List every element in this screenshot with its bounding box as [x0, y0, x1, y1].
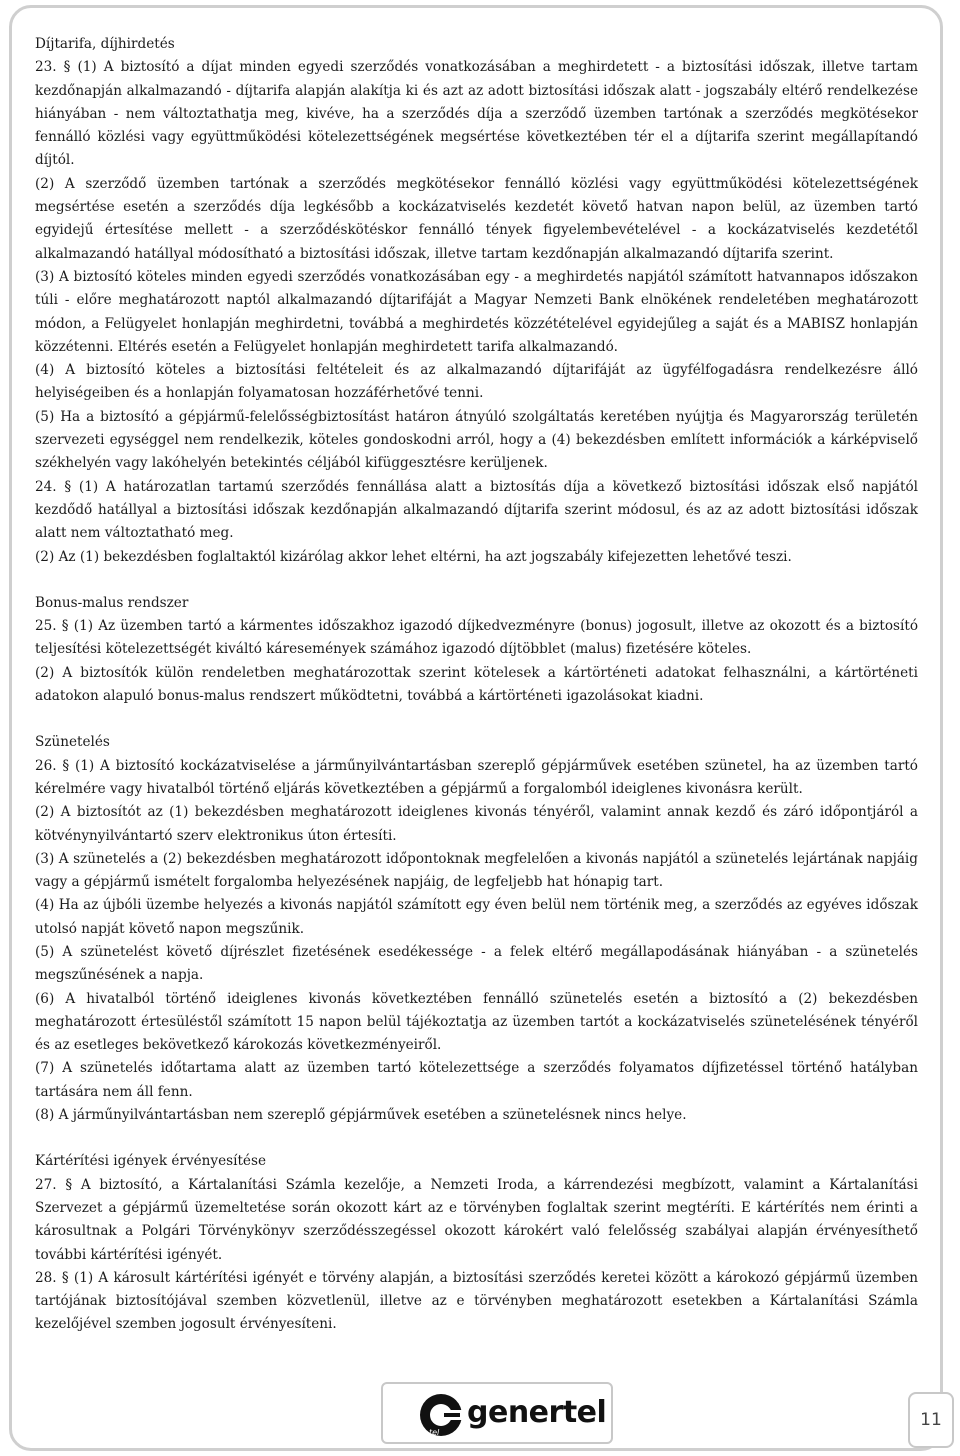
paragraph: 24. § (1) A határozatlan tartamú szerződés fennállása alatt a biztosítás díja a következő biztosítási időszak első napjától kezdődő hatállyal a biztosítási időszak kezdőnapján alkalmazandó díjtarifa szerint módosul, és az az adott biztosítási időszak alatt nem változtatható meg. — [35, 478, 918, 542]
document-body — [35, 33, 918, 1337]
paragraph: (3) A biztosító köteles minden egyedi szerződés vonatkozásában egy - a meghirdetés napjától számított hatvannapos időszakon túli - előre meghatározott naptól alkalmazandó díjtarifáját a Magyar Nemzeti Bank elnökének rendeletében meghatározott módon, a Felügyelet honlapján meghirdetni, továbbá a meghirdetés közzétételével egyidejűleg a saját és a MABISZ honlapján közzétenni. Eltérés esetén a Felügyelet honlapján meghirdetett tarifa alkalmazandó. — [35, 268, 918, 355]
paragraph: (2) Az (1) bekezdésben foglaltaktól kizárólag akkor lehet eltérni, ha azt jogszabály kifejezetten lehetővé teszi. — [35, 548, 792, 565]
paragraph: 27. § A biztosító, a Kártalanítási Számla kezelője, a Nemzeti Iroda, a kárrendezési megbízott, valamint a Kártalanítási Szervezet a gépjármű üzemeltetése során okozott kárt az e törvényben foglaltak szerint megtéríti. E kártérítés nem érinti a károsultnak a Polgári Törvénykönyv szerződésszegéssel okozott károkért való felelősség szabályai alapján érvényesíthető további kártérítési igényét. — [35, 1176, 918, 1263]
paragraph: 25. § (1) Az üzemben tartó a kármentes időszakhoz igazodó díjkedvezményre (bonus) jogosult, illetve az okozott és a biztosító teljesítési kötelezettségét kiváltó káresemények számához igazodó díjtöbblet (malus) fizetésére köteles. — [35, 618, 918, 658]
paragraph: (7) A szünetelés időtartama alatt az üzemben tartó kötelezettsége a szerződés folyamatos díjfizetéssel történő hatályban tartására nem áll fenn. — [35, 1060, 918, 1100]
page-number: 11 — [908, 1392, 954, 1448]
section-spacer — [35, 1127, 918, 1150]
logo-mark-text: tel — [429, 1428, 440, 1437]
page-footer — [0, 1380, 960, 1450]
section-heading-claims: Kártérítési igények érvényesítése — [35, 1153, 266, 1170]
section-heading-tariff: Díjtarifa, díjhirdetés — [35, 36, 175, 52]
paragraph: (2) A biztosítót az (1) bekezdésben meghatározott ideiglenes kivonás tényéről, valamint annak kezdő és záró időpontjáról a kötvénynyilvántartó szerv elektronikus úton értesíti. — [35, 804, 918, 844]
logo-wordmark: genertel — [467, 1395, 607, 1430]
section-spacer — [35, 569, 918, 592]
genertel-logo — [381, 1382, 613, 1444]
paragraph: (6) A hivatalból történő ideiglenes kivonás következtében fennálló szünetelés esetén a biztosító a (2) bekezdésben meghatározott értesüléstől számított 15 napon belül tájékoztatja az üzemben tartót a kockázatviselés szünetelésének tényéről és az esetleges bekövetkező károkozás következményeiről. — [35, 990, 918, 1054]
paragraph: 26. § (1) A biztosító kockázatviselése a járműnyilvántartásban szereplő gépjárművek esetében szünetel, ha az üzemben tartó kérelmére vagy hivatalból történő eljárás következtében a gépjármű a forgalomból ideiglenes kivonásra került. — [35, 757, 918, 797]
paragraph: (4) Ha az újbóli üzembe helyezés a kivonás napjától számított egy éven belül nem történik meg, a szerződés az egyéves időszak utolsó napját követő napon megszűnik. — [35, 897, 918, 937]
genertel-mark-icon — [417, 1391, 469, 1439]
paragraph: (4) A biztosító köteles a biztosítási feltételeit és az alkalmazandó díjtarifáját az ügyfélfogadásra rendelkezésre álló helyiségeiben és a honlapján folyamatosan hozzáférhetővé tenni. — [35, 362, 918, 402]
paragraph: (8) A járműnyilvántartásban nem szereplő gépjárművek esetében a szünetelésnek nincs helye. — [35, 1107, 687, 1124]
section-spacer — [35, 708, 918, 731]
paragraph: 28. § (1) A károsult kártérítési igényét e törvény alapján, a biztosítási szerződés keretei között a károkozó gépjármű üzemben tartójának biztosítójával szemben közvetlenül, illetve az e törvényben meghatározott esetekben a Kártalanítási Számla kezelőjével szemben jogosult érvényesíteni. — [35, 1269, 918, 1333]
paragraph: (5) Ha a biztosító a gépjármű-felelősségbiztosítást határon átnyúló szolgáltatás keretében nyújtja és Magyarország területén szervezeti egységgel nem rendelkezik, köteles gondoskodni arról, hogy a (4) bekezdésben említett információk a kárképviselő székhelyén vagy lakóhelyén betekintés céljából kifüggesztésre kerüljenek. — [35, 408, 918, 472]
paragraph: (2) A szerződő üzemben tartónak a szerződés megkötésekor fennálló közlési vagy együttműködési kötelezettségének megsértése esetén a szerződés díja legkésőbb a kockázatviselés kezdetét követő hatvan napon belül, az üzemben tartó egyidejű értesítése mellett - a szerződéskötéskor fennálló tények figyelembevételével - a kockázatviselés kezdetétől alkalmazandó hatállyal módosítható a biztosítási időszak, illetve tartam kezdőnapján alkalmazandó díjtarifa szerint. — [35, 175, 918, 262]
paragraph: (2) A biztosítók külön rendeletben meghatározottak szerint kötelesek a kártörténeti adatokat felhasználni, a kártörténeti adatokon alapuló bonus-malus rendszert működtetni, továbbá a kártörténeti igazolásokat kiadni. — [35, 664, 918, 705]
section-heading-suspension: Szünetelés — [35, 734, 110, 751]
paragraph: (3) A szünetelés a (2) bekezdésben meghatározott időpontoknak megfelelően a kivonás napjától a szünetelés lejártának napjáig vagy a gépjármű ismételt forgalomba helyezésének napjáig, de legfeljebb hat hónapig tart. — [35, 850, 918, 891]
paragraph: (5) A szünetelést követő díjrészlet fizetésének esedékessége - a felek eltérő megállapodásának hiányában - a szünetelés megszűnésének a napja. — [35, 943, 918, 984]
section-heading-bonus-malus: Bonus-malus rendszer — [35, 594, 189, 611]
paragraph: 23. § (1) A biztosító a díjat minden egyedi szerződés vonatkozásában a meghirdetett - a biztosítási időszak, illetve tartam kezdőnapján alkalmazandó - díjtarifa alapján alakítja ki és azt az adott biztosítási időszak alatt - jogszabály eltérő rendelkezése hiányában - nem változtathatja meg, kivéve, ha a szerződés díja a szerződő üzemben tartónak a szerződés megkötésekor fennálló közlési vagy együttműködési kötelezettségének megsértése következtében tér el a díjtarifa szerint megállapítandó díjtól. — [35, 59, 918, 169]
